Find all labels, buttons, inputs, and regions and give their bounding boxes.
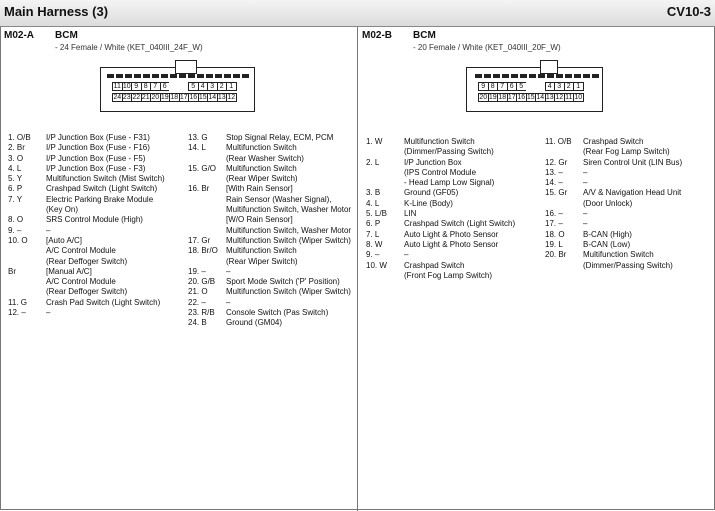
pin-table-row bbox=[366, 240, 515, 250]
pin-number bbox=[188, 195, 226, 205]
pin-description: (Rear Washer Switch) bbox=[226, 153, 304, 163]
connector-diagram bbox=[100, 67, 255, 112]
pin-description: Siren Control Unit (LIN Bus) bbox=[583, 157, 683, 167]
pin-table-row bbox=[366, 261, 515, 271]
pin-description: A/C Control Module bbox=[46, 246, 116, 256]
pin-row-top bbox=[113, 82, 237, 91]
pin-number: 4. L bbox=[366, 198, 380, 208]
page-code: CV10-3 bbox=[666, 4, 711, 19]
pin-cell: 7 bbox=[497, 82, 508, 91]
pin-number bbox=[188, 154, 226, 164]
pin-table-row bbox=[8, 174, 165, 184]
pin-description: Multifunction Switch (Wiper Switch) bbox=[226, 235, 351, 245]
pin-description: Multifunction Switch bbox=[226, 163, 297, 173]
pin-cell: 10 bbox=[122, 83, 131, 90]
pin-number: 4. L bbox=[8, 163, 22, 173]
pin-number: 7. Y bbox=[8, 194, 23, 204]
pin-number: 2. L bbox=[366, 157, 380, 167]
pin-number: 10. O bbox=[8, 235, 28, 245]
pin-table-row bbox=[188, 277, 351, 287]
pin-table-row bbox=[188, 205, 351, 215]
pin-number: Br bbox=[8, 266, 16, 276]
pin-cell: 24 bbox=[113, 94, 122, 101]
pin-row-bottom bbox=[479, 93, 584, 102]
pin-row-bottom bbox=[113, 93, 237, 102]
pin-table-row bbox=[366, 178, 515, 188]
pin-table-row bbox=[8, 257, 165, 267]
pin-table-row bbox=[188, 164, 351, 174]
pin-table-right bbox=[545, 137, 682, 271]
pin-number: 8. O bbox=[8, 215, 24, 225]
pin-cell: 20 bbox=[479, 94, 488, 101]
pin-number: 18. O bbox=[545, 229, 565, 239]
pin-description: – bbox=[583, 209, 588, 219]
pin-cell: 18 bbox=[498, 94, 507, 101]
pin-description: Ground (GM04) bbox=[226, 318, 283, 328]
pin-number: 11. G bbox=[8, 297, 27, 307]
connector-spec: - 24 Female / White (KET_040III_24F_W) bbox=[55, 43, 203, 52]
pin-cell: 15 bbox=[198, 94, 207, 101]
pin-number: 6. P bbox=[8, 184, 23, 194]
pin-table-row bbox=[545, 209, 682, 219]
pin-number bbox=[188, 174, 226, 184]
pin-cell: 11 bbox=[113, 83, 121, 90]
pin-number: 5. L/B bbox=[366, 209, 387, 219]
pin-number: 14. – bbox=[545, 178, 563, 188]
pin-table-row bbox=[545, 199, 682, 209]
pin-cell: 6 bbox=[160, 82, 171, 91]
pin-table-row bbox=[188, 184, 351, 194]
pin-table-row bbox=[366, 230, 515, 240]
connector-id: M02-B bbox=[362, 30, 393, 41]
pin-table-row bbox=[188, 154, 351, 164]
pin-table-row bbox=[366, 158, 515, 168]
connector-panel-b bbox=[358, 27, 715, 511]
pin-table-row bbox=[366, 271, 515, 281]
pin-table-row bbox=[366, 137, 515, 147]
pin-table-row bbox=[188, 143, 351, 153]
pin-description: – bbox=[46, 308, 51, 318]
pin-cell: 6 bbox=[507, 82, 518, 91]
pin-table-row bbox=[366, 250, 515, 260]
pin-cell: 16 bbox=[517, 94, 526, 101]
pin-cell: 17 bbox=[179, 94, 188, 101]
pin-table-row bbox=[366, 199, 515, 209]
pin-description: Multifunction Switch bbox=[226, 143, 297, 153]
pin-table-row bbox=[188, 267, 351, 277]
pin-number bbox=[366, 178, 404, 188]
pin-table-row bbox=[545, 178, 682, 188]
pin-table-row bbox=[8, 277, 165, 287]
pin-table-row bbox=[188, 174, 351, 184]
pin-number bbox=[366, 271, 404, 281]
pin-number: 16. Br bbox=[188, 184, 210, 194]
pin-cell: 3 bbox=[554, 82, 565, 91]
pin-table-row bbox=[8, 164, 165, 174]
pin-number: 1. O/B bbox=[8, 133, 31, 142]
pin-number: 13. – bbox=[545, 167, 563, 177]
pin-cell: 10 bbox=[574, 94, 583, 101]
connector-latch bbox=[540, 60, 558, 74]
pin-description: – bbox=[583, 167, 588, 177]
pin-number: 24. B bbox=[188, 318, 207, 328]
pin-table-row bbox=[188, 215, 351, 225]
pin-table-row bbox=[366, 209, 515, 219]
pin-number: 5. Y bbox=[8, 174, 23, 184]
pin-table-row bbox=[545, 261, 682, 271]
pin-number: 3. B bbox=[366, 188, 381, 198]
pin-cell: 12 bbox=[555, 94, 564, 101]
pin-table-row bbox=[188, 287, 351, 297]
pin-table-row bbox=[8, 133, 165, 143]
pin-number bbox=[545, 261, 583, 271]
pin-number: 18. Br/O bbox=[188, 246, 218, 256]
pin-table-row bbox=[545, 158, 682, 168]
pin-description: Auto Light & Photo Sensor bbox=[404, 229, 499, 239]
pin-cell: 13 bbox=[217, 94, 226, 101]
pin-number: 12. Gr bbox=[545, 157, 568, 167]
connector-id: M02-A bbox=[4, 30, 35, 41]
pin-number: 21. O bbox=[188, 287, 208, 297]
pin-description: I/P Junction Box (Fuse - F16) bbox=[46, 143, 150, 153]
pin-description: – bbox=[583, 178, 588, 188]
pin-table-row bbox=[8, 298, 165, 308]
pin-row-top bbox=[479, 82, 584, 91]
pin-table-row bbox=[188, 236, 351, 246]
pin-cell: 15 bbox=[526, 94, 535, 101]
pin-number: 23. R/B bbox=[188, 308, 215, 318]
pin-cell: 14 bbox=[208, 94, 217, 101]
pin-table-row bbox=[545, 240, 682, 250]
pin-description: Multifunction Switch (Wiper Switch) bbox=[226, 287, 351, 297]
pin-cell: 9 bbox=[131, 82, 142, 91]
pin-description: (Rear Wiper Switch) bbox=[226, 174, 298, 184]
pin-description: (Dimmer/Passing Switch) bbox=[583, 260, 673, 270]
pin-number: 9. – bbox=[366, 250, 380, 260]
pin-description: [Auto A/C] bbox=[46, 235, 83, 245]
pin-cell: 4 bbox=[198, 82, 209, 91]
pin-cell: 12 bbox=[227, 94, 236, 101]
pin-table-row bbox=[545, 219, 682, 229]
pin-number: 20. Br bbox=[545, 250, 567, 260]
pin-table-row bbox=[188, 318, 351, 328]
connector-notches bbox=[475, 74, 599, 78]
pin-table-row bbox=[8, 246, 165, 256]
pin-description: – bbox=[46, 225, 51, 235]
connector-spec: - 20 Female / White (KET_040III_20F_W) bbox=[413, 43, 561, 52]
pin-description: (Rear Fog Lamp Switch) bbox=[583, 147, 670, 157]
pin-number: 8. W bbox=[366, 239, 383, 249]
pin-table-row bbox=[8, 287, 165, 297]
pin-number: 14. L bbox=[188, 143, 206, 153]
pin-cell: 5 bbox=[516, 82, 527, 91]
pin-description: – bbox=[226, 297, 231, 307]
connector-name: BCM bbox=[413, 30, 436, 41]
pin-number: 6. P bbox=[366, 219, 381, 229]
pin-table-row bbox=[8, 143, 165, 153]
pin-table-row bbox=[8, 308, 165, 318]
pin-table-row bbox=[545, 188, 682, 198]
pin-number bbox=[188, 215, 226, 225]
pin-table-row bbox=[8, 184, 165, 194]
pin-cell: 3 bbox=[207, 82, 218, 91]
pin-table-row bbox=[188, 298, 351, 308]
pin-number bbox=[545, 147, 583, 157]
pin-cell: 8 bbox=[141, 82, 152, 91]
pin-description: (Key On) bbox=[46, 205, 79, 215]
pin-description: K-Line (Body) bbox=[404, 198, 453, 208]
pin-number: 19. L bbox=[545, 239, 563, 249]
pin-description: Multifunction Switch (Mist Switch) bbox=[46, 174, 165, 184]
pin-table-row bbox=[545, 250, 682, 260]
pin-description: Sport Mode Switch ('P' Position) bbox=[226, 277, 340, 287]
pin-number: 12. – bbox=[8, 308, 26, 318]
pin-table-row bbox=[8, 205, 165, 215]
pin-table-row bbox=[188, 226, 351, 236]
connector-latch bbox=[175, 60, 197, 74]
pin-description: SRS Control Module (High) bbox=[46, 215, 143, 225]
pin-description: A/C Control Module bbox=[46, 277, 116, 287]
pin-table-row bbox=[8, 236, 165, 246]
pin-number bbox=[8, 205, 46, 215]
pin-table-row bbox=[188, 246, 351, 256]
pin-description: (Rear Deffoger Switch) bbox=[46, 256, 128, 266]
pin-number: 9. – bbox=[8, 225, 22, 235]
pin-description: Multifunction Switch, Washer Motor bbox=[226, 205, 352, 215]
pin-description: Crashpad Switch bbox=[583, 137, 644, 146]
pin-number: 3. O bbox=[8, 153, 24, 163]
pin-number: 17. – bbox=[545, 219, 563, 229]
pin-description: Electric Parking Brake Module bbox=[46, 194, 154, 204]
pin-description: B-CAN (Low) bbox=[583, 239, 631, 249]
pin-table-row bbox=[188, 133, 351, 143]
pin-table-row bbox=[8, 267, 165, 277]
pin-number: 10. W bbox=[366, 260, 387, 270]
pin-number: 15. Gr bbox=[545, 188, 568, 198]
connector-name: BCM bbox=[55, 30, 78, 41]
pin-number: 13. G bbox=[188, 133, 208, 142]
connector-panel-a bbox=[0, 27, 357, 511]
pin-cell: 2 bbox=[564, 82, 575, 91]
pin-table-row bbox=[545, 230, 682, 240]
pin-number: 15. G/O bbox=[188, 163, 217, 173]
pin-table-row bbox=[366, 188, 515, 198]
pin-number bbox=[188, 257, 226, 267]
pin-number bbox=[545, 199, 583, 209]
pin-cell: 17 bbox=[507, 94, 516, 101]
pin-cell: 9 bbox=[478, 82, 489, 91]
pin-number: 17. Gr bbox=[188, 235, 211, 245]
pin-number: 22. – bbox=[188, 297, 206, 307]
pin-number: 2. Br bbox=[8, 143, 25, 153]
pin-description: (Rear Wiper Switch) bbox=[226, 256, 298, 266]
pin-description: [W/O Rain Sensor] bbox=[226, 215, 293, 225]
pin-number bbox=[8, 287, 46, 297]
pin-description: I/P Junction Box (Fuse - F31) bbox=[46, 133, 150, 142]
pin-cell: 1 bbox=[226, 82, 237, 91]
pin-table-row bbox=[8, 215, 165, 225]
pin-description: - Head Lamp Low Signal) bbox=[404, 178, 495, 188]
pin-table-right bbox=[188, 133, 351, 329]
pin-table-row bbox=[8, 154, 165, 164]
pin-description: Multifunction Switch, Washer Motor bbox=[226, 225, 352, 235]
pin-cell: 20 bbox=[151, 94, 160, 101]
pin-description: (IPS Control Module bbox=[404, 167, 477, 177]
pin-description: (Rear Deffoger Switch) bbox=[46, 287, 128, 297]
pin-description: Crashpad Switch bbox=[404, 260, 465, 270]
pin-table-row bbox=[8, 195, 165, 205]
pin-description: [Manual A/C] bbox=[46, 266, 92, 276]
pin-number bbox=[188, 226, 226, 236]
pin-description: Crashpad Switch (Light Switch) bbox=[404, 219, 516, 229]
pin-number: 16. – bbox=[545, 209, 563, 219]
pin-description: [With Rain Sensor] bbox=[226, 184, 293, 194]
pin-table-row bbox=[366, 168, 515, 178]
pin-description: I/P Junction Box (Fuse - F3) bbox=[46, 163, 146, 173]
connector-notches bbox=[107, 74, 249, 78]
pin-table-row bbox=[8, 226, 165, 236]
pin-table-row bbox=[366, 147, 515, 157]
pin-cell: 4 bbox=[545, 82, 556, 91]
pin-description: Auto Light & Photo Sensor bbox=[404, 239, 499, 249]
connector-diagram bbox=[466, 67, 603, 112]
pin-description: – bbox=[404, 250, 409, 260]
pin-table-row bbox=[545, 137, 682, 147]
pin-description: Ground (GF05) bbox=[404, 188, 459, 198]
pin-cell: 23 bbox=[122, 94, 131, 101]
pin-number bbox=[366, 147, 404, 157]
pin-table-row bbox=[188, 308, 351, 318]
pin-description: Crashpad Switch (Light Switch) bbox=[46, 184, 158, 194]
pin-description: Multifunction Switch bbox=[583, 250, 654, 260]
pin-cell: 1 bbox=[573, 82, 584, 91]
pin-description: (Door Unlock) bbox=[583, 198, 633, 208]
pin-cell: 19 bbox=[488, 94, 497, 101]
pin-description: A/V & Navigation Head Unit bbox=[583, 188, 682, 198]
pin-cell: 5 bbox=[188, 82, 199, 91]
pin-description: (Front Fog Lamp Switch) bbox=[404, 270, 493, 280]
pin-number: 11. O/B bbox=[545, 137, 572, 146]
pin-description: – bbox=[226, 266, 231, 276]
pin-description: I/P Junction Box (Fuse - F5) bbox=[46, 153, 146, 163]
page-title: Main Harness (3) bbox=[4, 4, 109, 19]
pin-description: Multifunction Switch bbox=[404, 137, 475, 146]
pin-cell: 11 bbox=[565, 94, 573, 101]
pin-table-row bbox=[545, 168, 682, 178]
pin-cell: 16 bbox=[189, 94, 198, 101]
pin-table-row bbox=[188, 195, 351, 205]
pin-description: LIN bbox=[404, 209, 417, 219]
pin-cell: 7 bbox=[150, 82, 161, 91]
pin-description: Stop Signal Relay, ECM, PCM bbox=[226, 133, 334, 142]
pin-number bbox=[366, 168, 404, 178]
pin-table-row bbox=[188, 257, 351, 267]
pin-description: – bbox=[583, 219, 588, 229]
pin-cell: 18 bbox=[170, 94, 179, 101]
pin-description: B-CAN (High) bbox=[583, 229, 632, 239]
pin-number: 1. W bbox=[366, 137, 383, 146]
pin-cell: 21 bbox=[141, 94, 150, 101]
pin-number bbox=[188, 205, 226, 215]
pin-description: I/P Junction Box bbox=[404, 157, 462, 167]
pin-description: Crash Pad Switch (Light Switch) bbox=[46, 297, 161, 307]
pin-description: Rain Sensor (Washer Signal), bbox=[226, 194, 332, 204]
pin-description: (Dimmer/Passing Switch) bbox=[404, 147, 494, 157]
pin-cell: 14 bbox=[536, 94, 545, 101]
pin-cell: 8 bbox=[488, 82, 499, 91]
pin-number bbox=[8, 257, 46, 267]
pin-number: 19. – bbox=[188, 266, 206, 276]
pin-table-left bbox=[8, 133, 165, 318]
pin-cell: 13 bbox=[545, 94, 554, 101]
pin-cell: 2 bbox=[217, 82, 228, 91]
pin-table-row bbox=[366, 219, 515, 229]
pin-cell: 22 bbox=[132, 94, 141, 101]
pin-cell: 19 bbox=[160, 94, 169, 101]
pin-number: 20. G/B bbox=[188, 277, 216, 287]
pin-number bbox=[8, 277, 46, 287]
pin-description: Multifunction Switch bbox=[226, 246, 297, 256]
pin-table-row bbox=[545, 147, 682, 157]
pin-description: Console Switch (Pas Switch) bbox=[226, 308, 329, 318]
page-header bbox=[0, 0, 715, 27]
pin-number: 7. L bbox=[366, 229, 380, 239]
pin-number bbox=[8, 246, 46, 256]
pin-table-left bbox=[366, 137, 515, 281]
